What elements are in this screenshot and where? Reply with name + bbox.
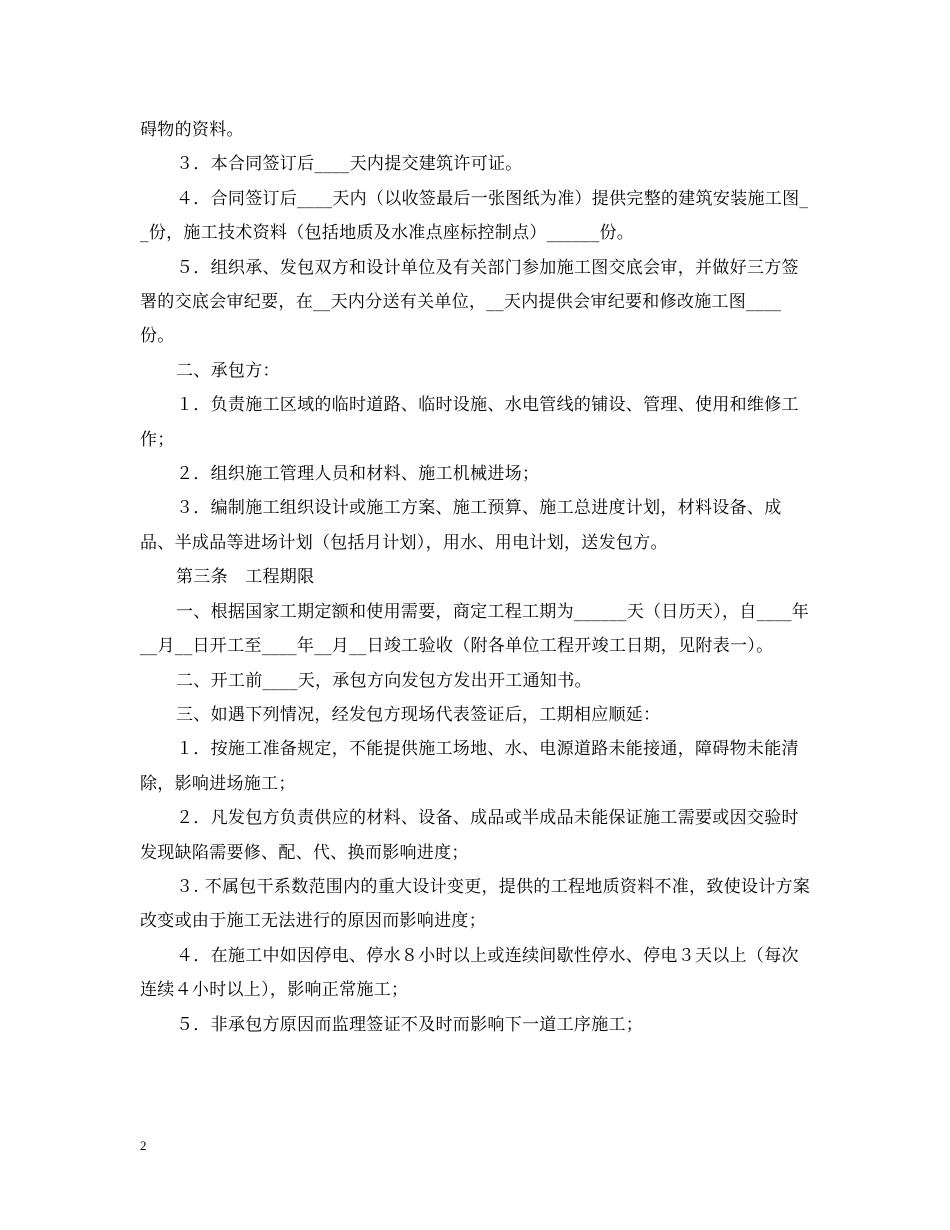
paragraph: 碍物的资料。 [140,120,244,140]
paragraph: １．按施工准备规定，不能提供施工场地、水、电源道路未能接通，障碍物未能清除，影响进场施工； [140,739,799,794]
paragraph: ３. 不属包干系数范围内的重大设计变更，提供的工程地质资料不准，致使设计方案改变或由于施工无法进行的原因而影响进度； [140,876,811,932]
paragraph: ５．组织承、发包双方和设计单位及有关部门参加施工图交底会审，并做好三方签署的交底会审纪要，在__天内分送有关单位，__天内提供会审纪要和修改施工图____份。 [140,257,799,347]
paragraph: １．负责施工区域的临时道路、临时设施、水电管线的铺设、管理、使用和维修工作； [140,395,799,450]
paragraph: ３．本合同签订后____天内提交建筑许可证。 [176,154,523,175]
page-number: 2 [140,1138,147,1153]
document-body [140,113,812,1042]
paragraph: ２．凡发包方负责供应的材料、设备、成品或半成品未能保证施工需要或因交验时发现缺陷需要修、配、代、换而影响进度； [140,808,799,863]
article-heading: 第三条 工程期限 [176,567,315,588]
section-heading: 二、承包方： [176,360,280,381]
paragraph: ５．非承包方原因而监理签证不及时而影响下一道工序施工； [176,1014,644,1035]
paragraph: 二、开工前____天，承包方向发包方发出开工通知书。 [176,670,592,691]
paragraph: ４．合同签订后____天内（以收签最后一张图纸为准）提供完整的建筑安装施工图__份，施工技术资料（包括地质及水准点座标控制点）______份。 [140,188,809,244]
paragraph: ２．组织施工管理人员和材料、施工机械进场； [176,464,540,485]
paragraph: 一、根据国家工期定额和使用需要，商定工程工期为______天（日历天），自____年__月__日开工至____年__月__日竣工验收（附各单位工程开竣工日期，见附表一）。 [140,601,810,657]
paragraph: 三、如遇下列情况，经发包方现场代表签证后，工期相应顺延： [176,704,661,725]
paragraph: ３．编制施工组织设计或施工方案、施工预算、施工总进度计划，材料设备、成品、半成品等进场计划（包括月计划），用水、用电计划，送发包方。 [140,498,782,553]
paragraph: ４．在施工中如因停电、停水８小时以上或连续间歇性停水、停电３天以上（每次连续４小时以上），影响正常施工； [140,945,799,1001]
